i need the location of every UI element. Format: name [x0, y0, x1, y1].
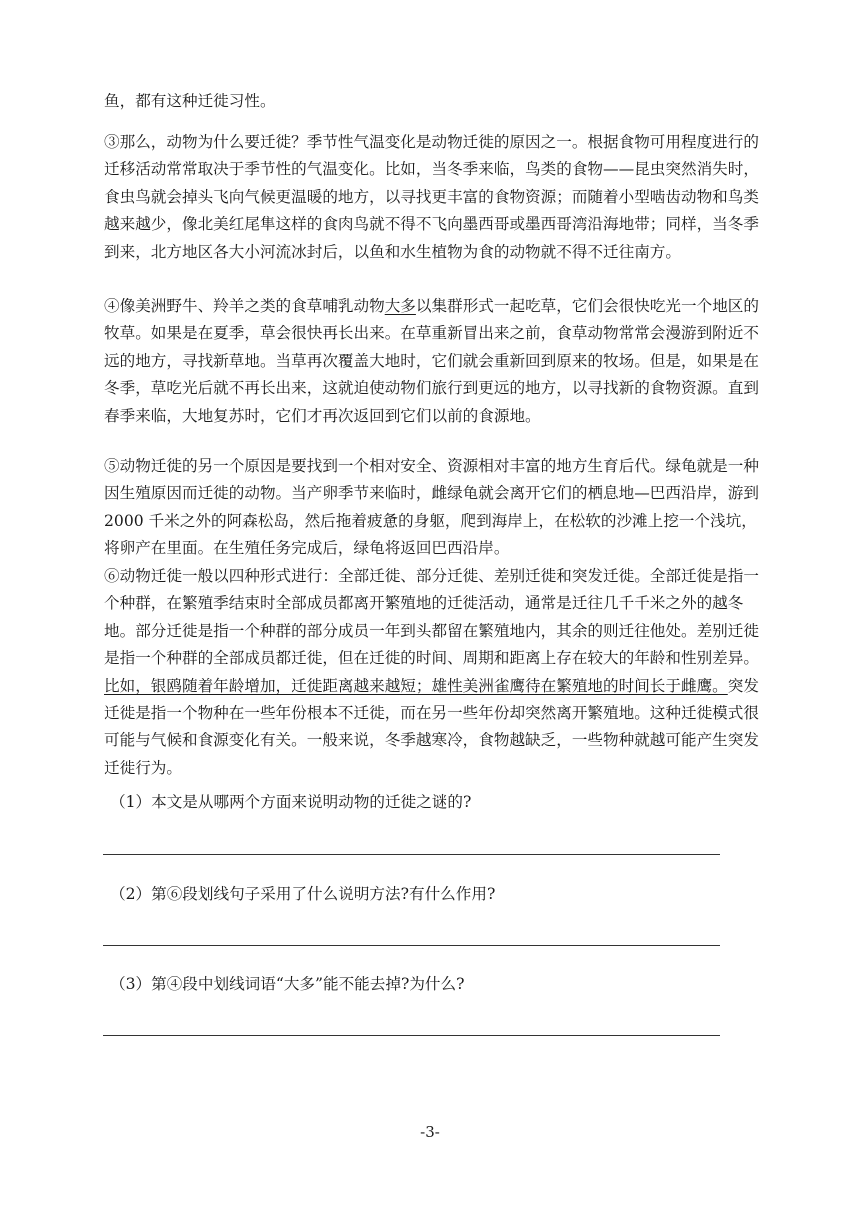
- paragraph-3: ③那么，动物为什么要迁徙？季节性气温变化是动物迁徙的原因之一。根据食物可用程度进行的迁移活动常常取决于季节性的气温变化。比如，当冬季来临，鸟类的食物——昆虫突然消失时，食虫鸟就会掉头飞向气候更温暖的地方，以寻找更丰富的食物资源；而随着小型啮齿动物和鸟类越来越少，像北美红尾隼这样的食肉鸟就不得不飞向墨西哥或墨西哥湾沿海地带；同样，当冬季到来，北方地区各大小河流冰封后，以鱼和水生植物为食的动物就不得不迁往南方。: [104, 133, 759, 261]
- question-2: （2）第⑥段划线句子采用了什么说明方法?有什么作用?: [110, 885, 496, 903]
- paragraph-6-text-b: 突发迁徙是指一个物种在一些年份根本不迁徙，而在另一些年份却突然离开繁殖地。这种迁徙模式很可能与气候和食源变化有关。一般来说，冬季越寒冷，食物越缺乏，一些物种就越可能产生突发迁徙行为。: [104, 676, 759, 777]
- answer-line-2[interactable]: [103, 945, 720, 946]
- answer-line-1[interactable]: [103, 854, 720, 855]
- underlined-sentence: 比如，银鸥随着年龄增加，迁徙距离越来越短；雄性美洲雀鹰待在繁殖地的时间长于雌鹰。: [104, 676, 728, 695]
- paragraph-4: [104, 293, 760, 430]
- paragraph-continuation: 鱼，都有这种迁徙习性。: [104, 92, 276, 110]
- paragraph-6-text-a: ⑥动物迁徙一般以四种形式进行：全部迁徙、部分迁徙、差别迁徙和突发迁徙。全部迁徙是指一个种群，在繁殖季结束时全部成员都离开繁殖地的迁徙活动，通常是迁往几千千米之外的越冬地。部分迁徙是指一个种群的部分成员一年到头都留在繁殖地内，其余的则迁往他处。差别迁徙是指一个种群的全部成员都迁徙，但在迁徙的时间、周期和距离上存在较大的年龄和性别差异。: [104, 567, 759, 668]
- question-3: （3）第④段中划线词语“大多”能不能去掉?为什么?: [110, 975, 465, 993]
- paragraph-6: [104, 563, 760, 782]
- paragraph-4-text-a: ④像美洲野牛、羚羊之类的食草哺乳动物: [104, 297, 385, 315]
- paragraph-5: ⑤动物迁徙的另一个原因是要找到一个相对安全、资源相对丰富的地方生育后代。绿龟就是一种因生殖原因而迁徙的动物。当产卵季节来临时，雌绿龟就会离开它们的栖息地—巴西沿岸，游到 2000 千米之外的阿森松岛，然后拖着疲惫的身躯，爬到海岸上，在松软的沙滩上挖一个浅坑，将卵产在里面。在生殖任务完成后，绿龟将返回巴西沿岸。: [104, 457, 759, 558]
- page-number: -3-: [420, 1123, 440, 1141]
- answer-line-3[interactable]: [103, 1035, 720, 1036]
- question-1: （1）本文是从哪两个方面来说明动物的迁徙之谜的?: [110, 793, 472, 811]
- paragraph-4-text-b: 以集群形式一起吃草，它们会很快吃光一个地区的牧草。如果是在夏季，草会很快再长出来。在草重新冒出来之前，食草动物常常会漫游到附近不远的地方，寻找新草地。当草再次覆盖大地时，它们就会重新回到原来的牧场。但是，如果是在冬季，草吃光后就不再长出来，这就迫使动物们旅行到更远的地方，以寻找新的食物资源。直到春季来临，大地复苏时，它们才再次返回到它们以前的食源地。: [104, 297, 759, 425]
- underlined-word-dayduo: 大多: [384, 297, 416, 315]
